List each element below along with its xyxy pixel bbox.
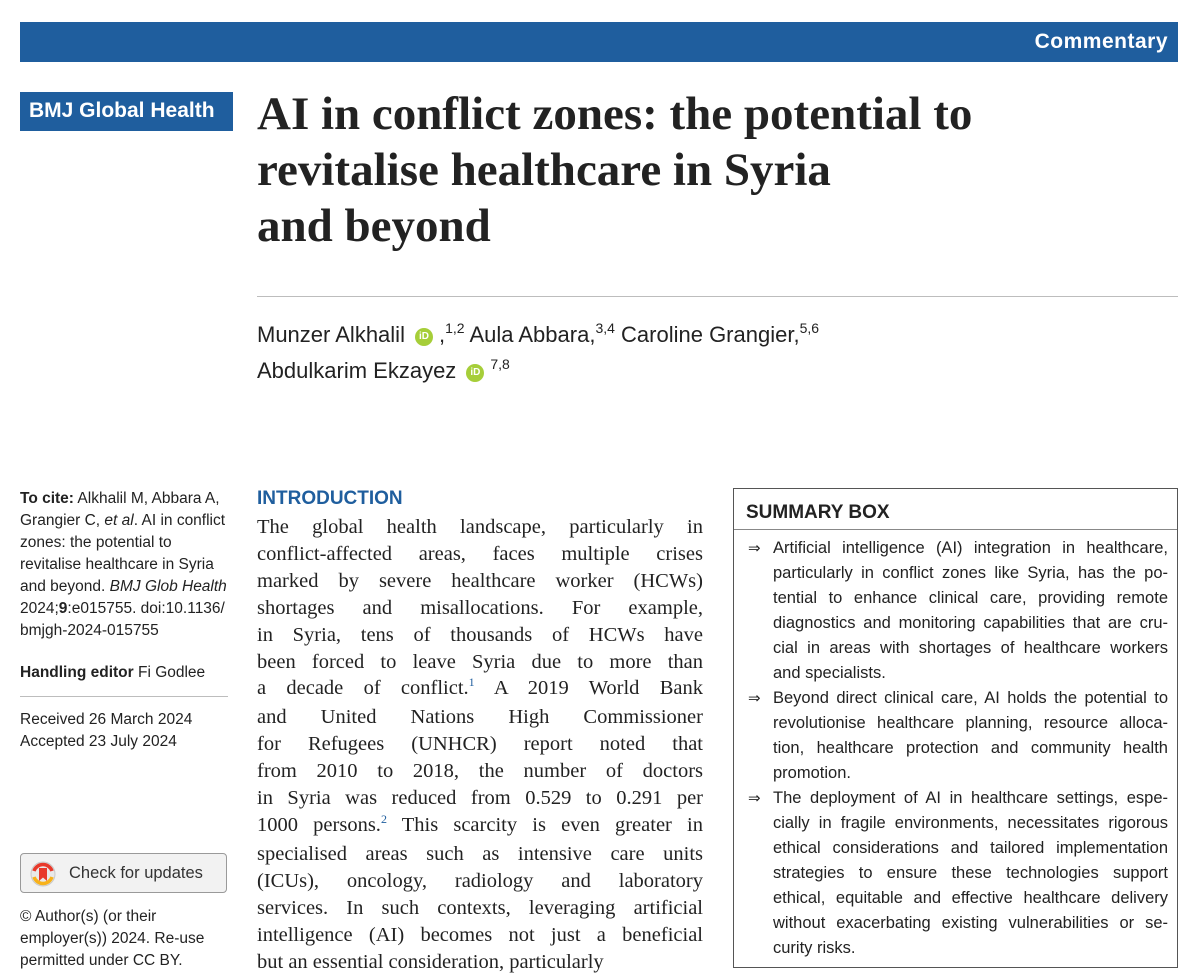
body-line: in Syria was reduced from 0.529 to 0.291 per <box>257 787 703 810</box>
body-line: marked by severe healthcare worker (HCWs) <box>257 569 703 592</box>
handling-editor <box>20 662 242 684</box>
body-line: specialised areas such as intensive care units <box>257 842 703 865</box>
author-name[interactable]: Abdulkarim Ekzayez <box>257 358 457 383</box>
summary-item <box>748 786 1168 961</box>
accepted-date: Accepted 23 July 2024 <box>20 733 177 750</box>
cite-text: Alkhalil M, Abbara A, <box>73 490 220 507</box>
cite-text: revitalise healthcare in Syria <box>20 556 214 573</box>
summary-line: particularly in conflict zones like Syria, has the po- <box>773 564 1168 582</box>
body-line <box>257 675 703 704</box>
body-line: for Refugees (UNHCR) report noted that <box>257 733 703 756</box>
author-separator: , <box>438 322 446 347</box>
title-line: AI in conflict zones: the potential to <box>257 88 973 140</box>
summary-line: Beyond direct clinical care, AI holds the potential to <box>773 689 1168 707</box>
body-segment: This scarcity is even greater in <box>386 813 703 836</box>
body-line: intelligence (AI) becomes not just a beneficial <box>257 923 703 946</box>
cite-label: To cite: <box>20 490 74 507</box>
summary-line: ethical, equitable and effective healthcare delivery <box>773 889 1168 907</box>
body-line: (ICUs), oncology, radiology and laboratory <box>257 869 703 892</box>
summary-line: The deployment of AI in healthcare settings, espe- <box>773 789 1168 807</box>
editor-name: Fi Godlee <box>133 664 206 681</box>
cite-text: zones: the potential to <box>20 534 172 551</box>
summary-heading: SUMMARY BOX <box>746 502 890 523</box>
body-line: The global health landscape, particularly in <box>257 516 703 538</box>
copyright-line: employer(s)) 2024. Re-use <box>20 930 205 947</box>
cite-text: 2024; <box>20 600 59 617</box>
summary-item <box>748 686 1168 786</box>
summary-line: and specialists. <box>773 664 886 682</box>
introduction-heading: INTRODUCTION <box>257 488 403 509</box>
summary-line: strategies to ensure these technologies support <box>773 864 1168 882</box>
article-sidebar <box>20 488 242 753</box>
cite-text: et al <box>104 512 134 529</box>
summary-line: diagnostics and monitoring capabilities that are cru- <box>773 614 1168 632</box>
copyright-line: permitted under CC BY. <box>20 952 183 969</box>
section-bar <box>20 22 1178 62</box>
check-for-updates-label: Check for updates <box>69 864 203 882</box>
arrow-icon: ⇒ <box>748 540 761 557</box>
reference-link[interactable]: 1 <box>468 675 475 690</box>
cite-text: and beyond. <box>20 578 110 595</box>
editor-label: Handling editor <box>20 664 134 681</box>
summary-line: tion, healthcare protection and community health <box>773 739 1168 757</box>
body-line: shortages and misallocations. For example, <box>257 596 703 619</box>
copyright-notice <box>20 906 235 972</box>
summary-line: ethical considerations and tailored implementation <box>773 839 1168 857</box>
orcid-icon[interactable]: iD <box>415 328 433 346</box>
cite-text: 9 <box>58 600 68 617</box>
orcid-icon[interactable]: iD <box>466 364 484 382</box>
author-name[interactable]: Caroline Grangier, <box>621 322 800 347</box>
journal-logo: BMJ Global Health <box>20 92 233 131</box>
cite-text: :e015755. doi:10.1136/ <box>67 600 225 617</box>
sidebar-divider <box>20 696 228 697</box>
arrow-icon: ⇒ <box>748 790 761 807</box>
summary-line: cial in areas with shortages of healthcare workers <box>773 639 1168 657</box>
cite-text: Grangier C, <box>20 512 105 529</box>
received-date: Received 26 March 2024 <box>20 711 193 728</box>
body-line: services. In such contexts, leveraging artificial <box>257 896 703 919</box>
body-line <box>257 812 703 841</box>
summary-divider <box>734 529 1177 530</box>
author-list <box>257 318 1177 390</box>
copyright-line: © Author(s) (or their <box>20 908 157 925</box>
author-affiliation: 3,4 <box>595 320 615 336</box>
summary-line: tential to enhance clinical care, providing remote <box>773 589 1168 607</box>
summary-line: promotion. <box>773 764 851 782</box>
title-line: revitalise healthcare in Syria <box>257 144 831 196</box>
body-segment: a decade of conflict. <box>257 677 469 700</box>
arrow-icon: ⇒ <box>748 690 761 707</box>
title-line: and beyond <box>257 200 491 252</box>
author-name[interactable]: Munzer Alkhalil <box>257 322 405 347</box>
summary-line: curity risks. <box>773 939 856 957</box>
author-affiliation: 1,2 <box>445 320 465 336</box>
summary-box <box>733 488 1178 968</box>
body-line: been forced to leave Syria due to more than <box>257 650 703 673</box>
body-line: conflict-affected areas, faces multiple crises <box>257 542 703 565</box>
cite-doi[interactable]: bmjgh-2024-015755 <box>20 622 159 639</box>
check-for-updates-button[interactable] <box>20 853 227 893</box>
summary-list <box>748 536 1168 961</box>
citation-block <box>20 488 242 642</box>
reference-link[interactable]: 2 <box>380 811 387 826</box>
body-line: and United Nations High Commissioner <box>257 706 703 729</box>
cite-text: . AI in conflict <box>133 512 226 529</box>
summary-line: Artificial intelligence (AI) integration in healthcare, <box>773 539 1168 557</box>
body-line: from 2010 to 2018, the number of doctors <box>257 760 703 783</box>
author-name[interactable]: Aula Abbara, <box>469 322 596 347</box>
crossmark-icon <box>30 861 56 887</box>
cite-text: BMJ Glob Health <box>109 578 227 595</box>
body-segment: A 2019 World Bank <box>474 677 703 700</box>
body-line: but an essential consideration, particularly <box>257 950 604 973</box>
summary-line: without exacerbating existing vulnerabilities or se- <box>773 914 1168 932</box>
author-affiliation: 5,6 <box>799 320 820 336</box>
title-divider <box>257 296 1178 297</box>
article-title <box>257 86 1167 254</box>
summary-item <box>748 536 1168 686</box>
body-line: in Syria, tens of thousands of HCWs have <box>257 623 703 646</box>
body-segment: 1000 persons. <box>257 813 381 836</box>
introduction-body <box>257 514 703 975</box>
author-affiliation: 7,8 <box>490 356 510 372</box>
summary-line: cially in fragile environments, necessitates rigorous <box>773 814 1168 832</box>
summary-line: revolutionise healthcare planning, resource alloca- <box>773 714 1168 732</box>
section-label: Commentary <box>1034 30 1168 53</box>
